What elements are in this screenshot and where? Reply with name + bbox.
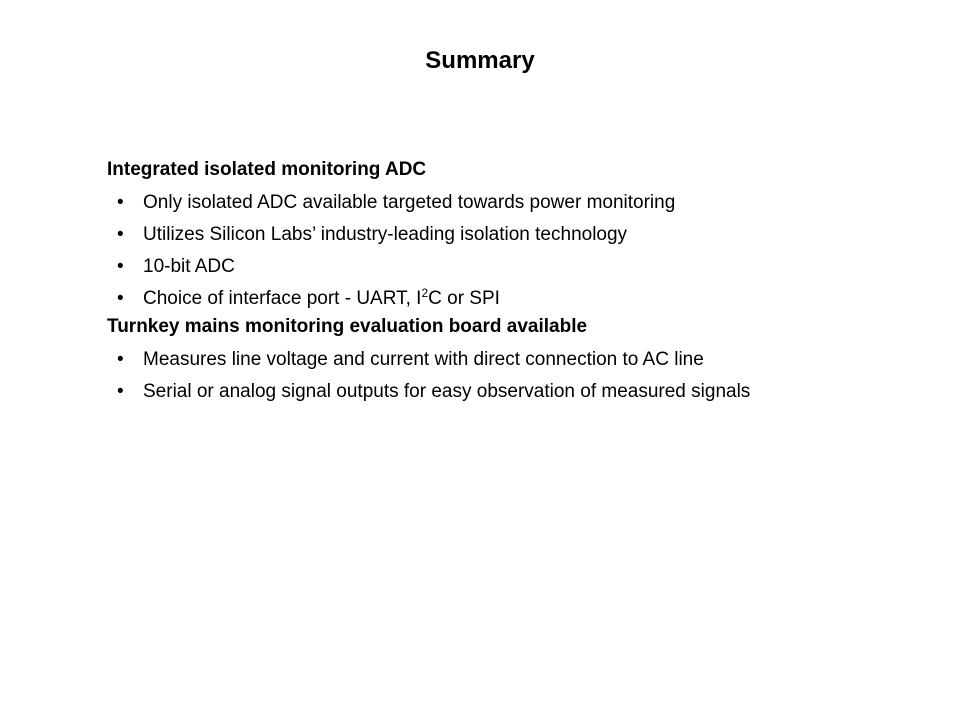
bullet-text-before: Choice of interface port - UART, I: [143, 288, 422, 309]
bullet-list: [107, 347, 867, 404]
slide-content: [107, 157, 867, 407]
superscript: 2: [421, 286, 429, 300]
section-heading: Turnkey mains monitoring evaluation board available: [107, 316, 588, 337]
bullet-text: 10-bit ADC: [143, 256, 235, 277]
slide-title: Summary: [425, 47, 535, 74]
bullet-icon: •: [117, 256, 124, 277]
bullet-icon: •: [117, 192, 124, 213]
bullet-text: Measures line voltage and current with direct connection to AC line: [143, 349, 704, 370]
bullet-text: Serial or analog signal outputs for easy observation of measured signals: [143, 381, 751, 402]
bullet-text: Utilizes Silicon Labs’ industry-leading isolation technology: [143, 224, 628, 245]
bullet-item: [107, 190, 867, 215]
bullet-icon: •: [117, 288, 124, 309]
section-heading: Integrated isolated monitoring ADC: [107, 159, 427, 180]
bullet-icon: •: [117, 349, 124, 370]
bullet-list: [107, 190, 867, 311]
bullet-item: [107, 286, 867, 311]
bullet-item: [107, 347, 867, 372]
bullet-text: Only isolated ADC available targeted towards power monitoring: [143, 192, 676, 213]
section-eval-board: [107, 314, 867, 404]
bullet-item: [107, 379, 867, 404]
bullet-text-after: C or SPI: [428, 288, 500, 309]
bullet-icon: •: [117, 381, 124, 402]
bullet-icon: •: [117, 224, 124, 245]
bullet-text: [143, 288, 500, 309]
bullet-item: [107, 254, 867, 279]
section-isolated-adc: [107, 157, 867, 311]
bullet-item: [107, 222, 867, 247]
